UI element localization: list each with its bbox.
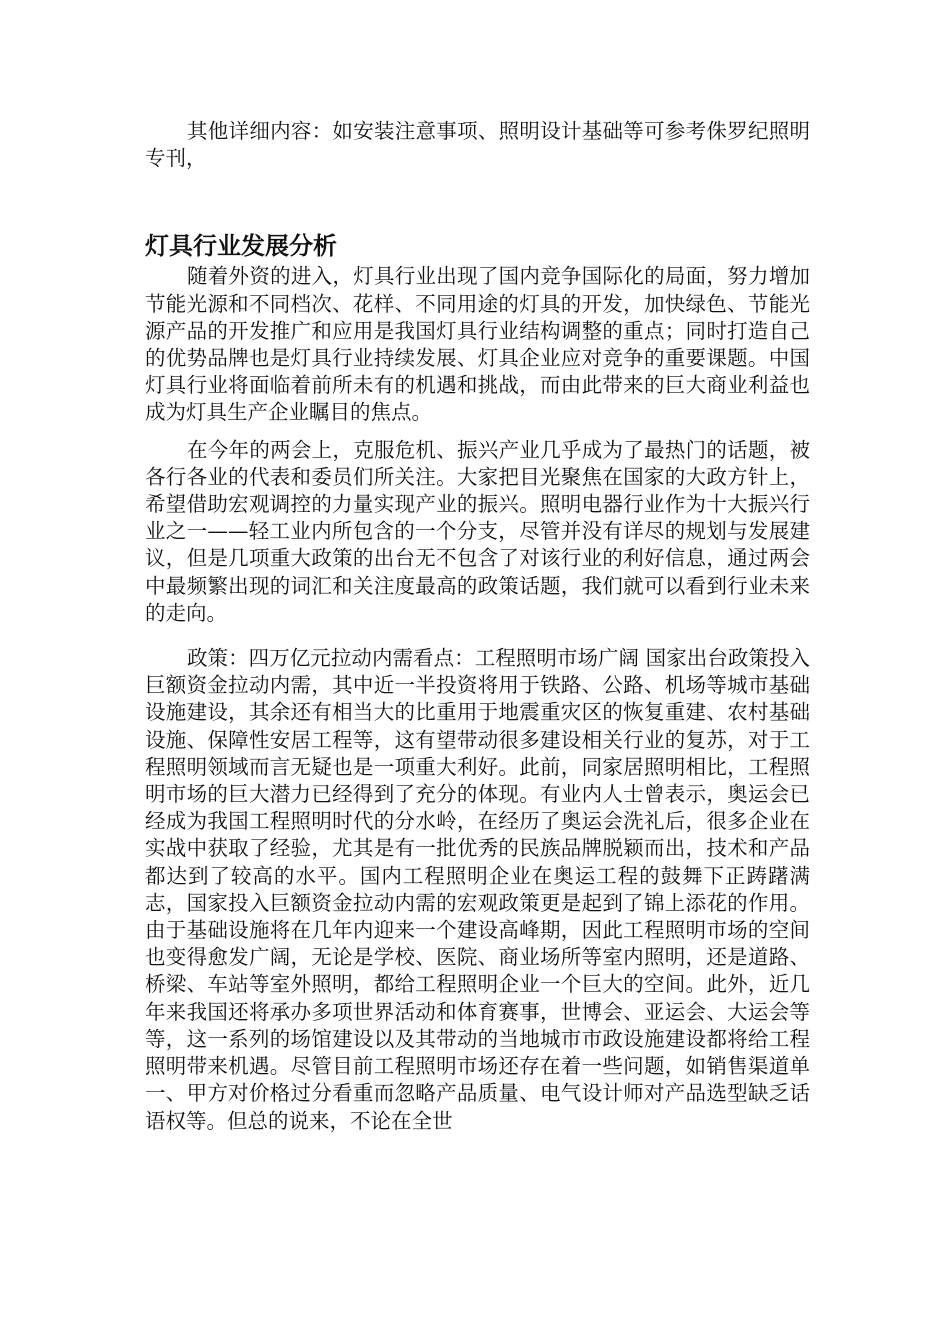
section-heading: 灯具行业发展分析 (145, 232, 337, 261)
body-paragraph-1: 随着外资的进入，灯具行业出现了国内竞争国际化的局面，努力增加节能光源和不同档次、花样、不同用途的灯具的开发，加快绿色、节能光源产品的开发推广和应用是我国灯具行业结构调整的重点；同时打造自己的优势品牌也是灯具行业持续发展、灯具企业应对竞争的重要课题。中国灯具行业将面临着前所未有的机遇和挑战，而由此带来的巨大商业利益也成为灯具生产企业瞩目的焦点。 (145, 264, 810, 425)
intro-paragraph: 其他详细内容：如安装注意事项、照明设计基础等可参考侏罗纪照明专刊， (145, 119, 810, 171)
body-paragraph-3: 政策：四万亿元拉动内需看点：工程照明市场广阔 国家出台政策投入巨额资金拉动内需，其中近一半投资将用于铁路、公路、机场等城市基础设施建设，其余还有相当大的比重用于地震重灾区的恢复重建、农村基础设施、保障性安居工程等，这有望带动很多建设相关行业的复苏，对于工程照明领域而言无疑也是一项重大利好。此前，同家居照明相比，工程照明市场的巨大潜力已经得到了充分的体现。有业内人士曾表示，奥运会已经成为我国工程照明时代的分水岭，在经历了奥运会洗礼后，很多企业在实战中获取了经验，尤其是有一批优秀的民族品牌脱颖而出，技术和产品都达到了较高的水平。国内工程照明企业在奥运工程的鼓舞下正踌躇满志，国家投入巨额资金拉动内需的宏观政策更是起到了锦上添花的作用。由于基础设施将在几年内迎来一个建设高峰期，因此工程照明市场的空间也变得愈发广阔，无论是学校、医院、商业场所等室内照明，还是道路、桥梁、车站等室外照明，都给工程照明企业一个巨大的空间。此外，近几年来我国还将承办多项世界活动和体育赛事，世博会、亚运会、大运会等等，这一系列的场馆建设以及其带动的当地城市市政设施建设都将给工程照明带来机遇。尽管目前工程照明市场还存在着一些问题，如销售渠道单一、甲方对价格过分看重而忽略产品质量、电气设计师对产品选型缺乏话语权等。但总的说来，不论在全世 (145, 646, 810, 1133)
body-paragraph-2: 在今年的两会上，克服危机、振兴产业几乎成为了最热门的话题，被各行各业的代表和委员们所关注。大家把目光聚焦在国家的大政方针上，希望借助宏观调控的力量实现产业的振兴。照明电器行业作为十大振兴行业之一——轻工业内所包含的一个分支，尽管并没有详尽的规划与发展建议，但是几项重大政策的出台无不包含了对该行业的利好信息，通过两会中最频繁出现的词汇和关注度最高的政策话题，我们就可以看到行业未来的走向。 (145, 437, 810, 625)
document-page (145, 118, 810, 1135)
